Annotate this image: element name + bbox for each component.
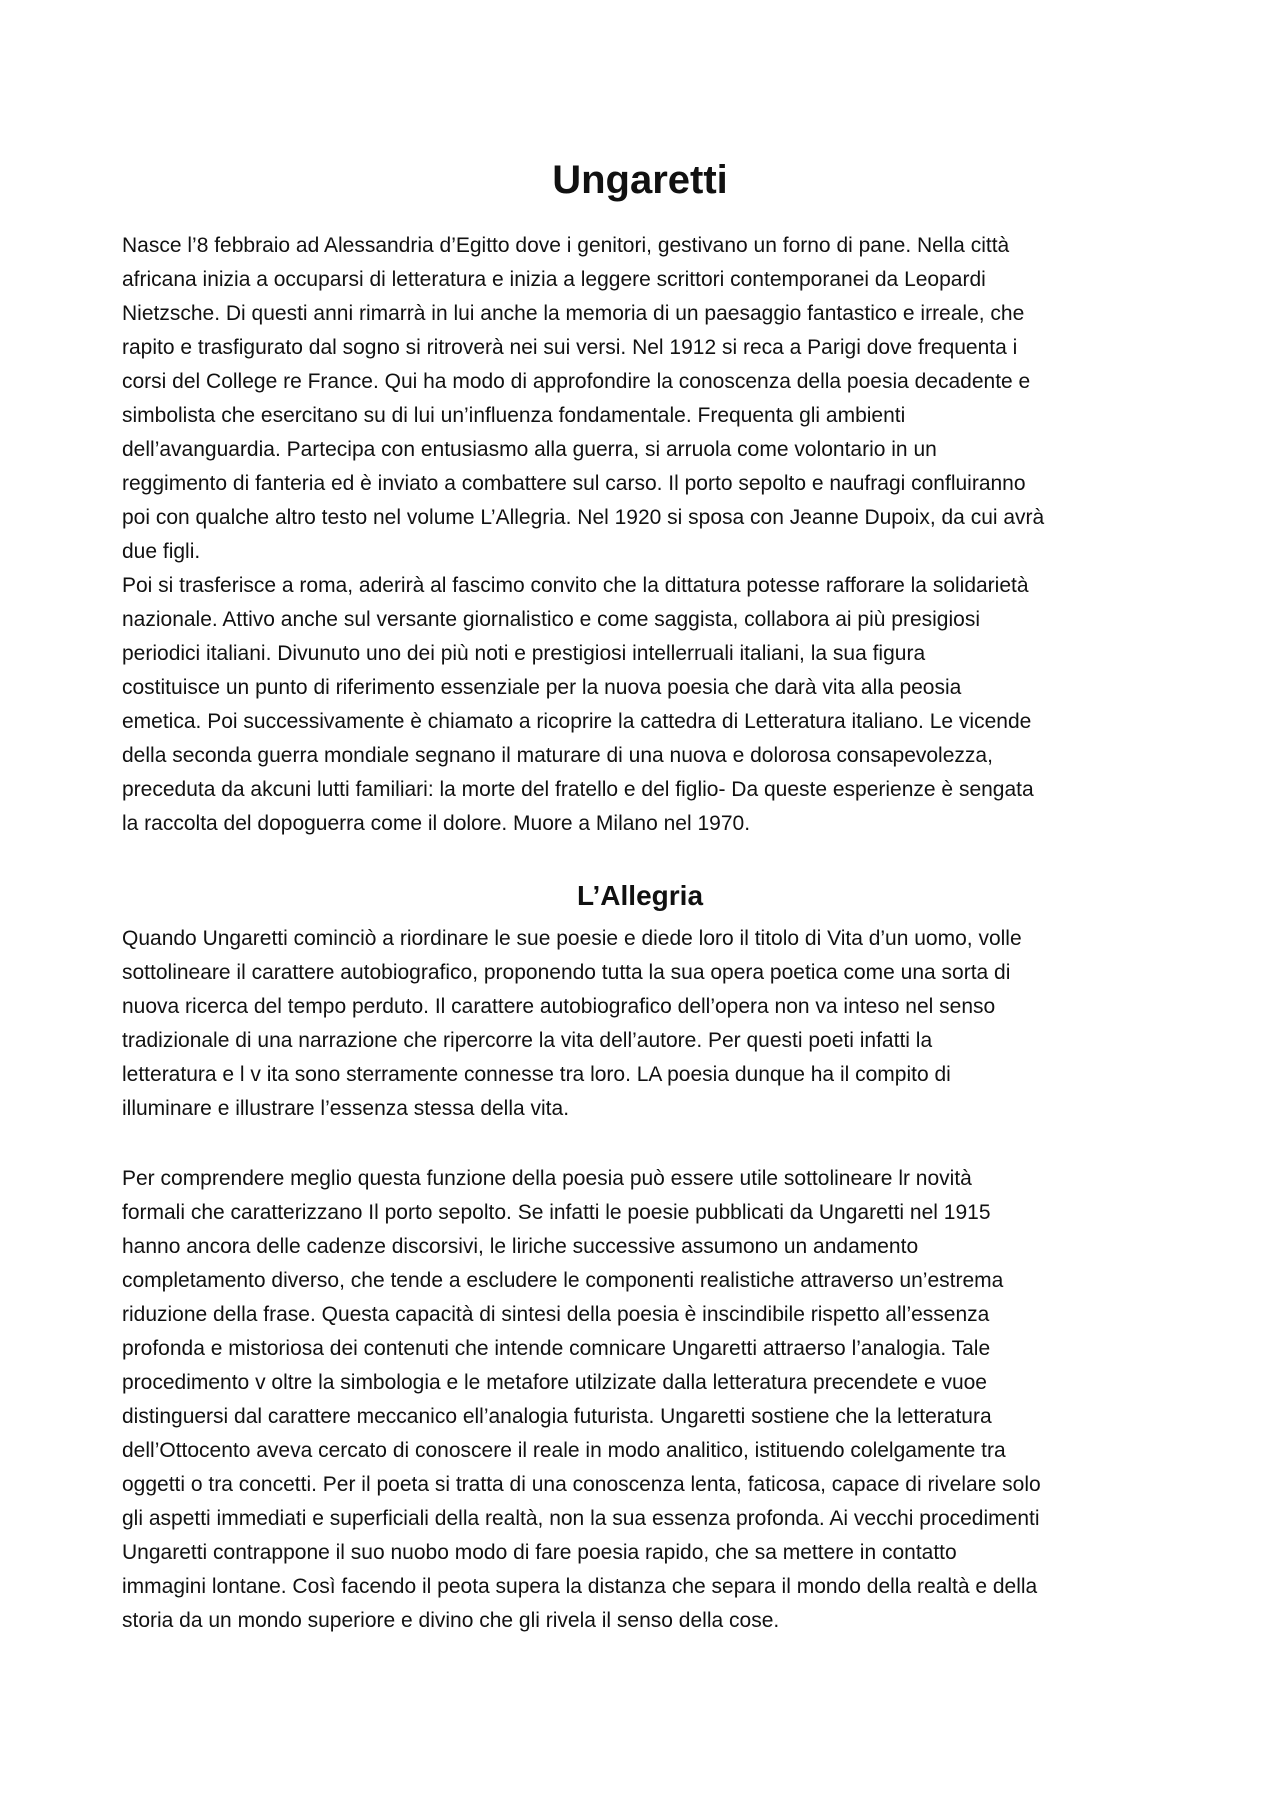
text-line: distinguersi dal carattere meccanico ell’analogia futurista. Ungaretti sostiene che la letteratura: [122, 1405, 992, 1428]
text-line: dell’avanguardia. Partecipa con entusiasmo alla guerra, si arruola come volontario in un: [122, 438, 937, 461]
page-title: Ungaretti: [552, 158, 728, 202]
text-line: Quando Ungaretti cominciò a riordinare le sue poesie e diede loro il titolo di Vita d’un uomo, volle: [122, 927, 1022, 950]
text-line: illuminare e illustrare l’essenza stessa della vita.: [122, 1097, 570, 1120]
text-line: periodici italiani. Divunuto uno dei più noti e prestigiosi intellerruali italiani, la sua figura: [122, 642, 926, 665]
text-line: hanno ancora delle cadenze discorsivi, le liriche successive assumono un andamento: [122, 1235, 919, 1258]
text-line: emetica. Poi successivamente è chiamato a ricoprire la cattedra di Letteratura italiano. Le vicende: [122, 710, 1032, 733]
text-line: procedimento v oltre la simbologia e le metafore utilzizate dalla letteratura precendete e vuoe: [122, 1371, 987, 1394]
text-line: letteratura e l v ita sono sterramente connesse tra loro. LA poesia dunque ha il compito di: [122, 1063, 951, 1086]
text-line: costituisce un punto di riferimento essenziale per la nuova poesia che darà vita alla peosia: [122, 676, 962, 699]
text-line: sottolineare il carattere autobiografico, proponendo tutta la sua opera poetica come una sorta di: [122, 961, 1011, 984]
text-line: reggimento di fanteria ed è inviato a combattere sul carso. Il porto sepolto e naufragi confluiranno: [122, 472, 1026, 495]
text-line: gli aspetti immediati e superficiali della realtà, non la sua essenza profonda. Ai vecchi procedimenti: [122, 1507, 1040, 1530]
text-line: preceduta da akcuni lutti familiari: la morte del fratello e del figlio- Da queste esperienze è sengata: [122, 778, 1034, 801]
text-line: Nasce l’8 febbraio ad Alessandria d’Egitto dove i genitori, gestivano un forno di pane. Nella città: [122, 234, 1010, 257]
text-line: formali che caratterizzano Il porto sepolto. Se infatti le poesie pubblicati da Ungaretti nel 1915: [122, 1201, 991, 1224]
text-line: la raccolta del dopoguerra come il dolore. Muore a Milano nel 1970.: [122, 812, 751, 835]
section-biography: [122, 229, 1162, 841]
text-line: nazionale. Attivo anche sul versante giornalistico e come saggista, collabora ai più presigiosi: [122, 608, 980, 631]
text-line: storia da un mondo superiore e divino che gli rivela il senso della cose.: [122, 1609, 780, 1632]
text-line: Per comprendere meglio questa funzione della poesia può essere utile sottolineare lr novità: [122, 1167, 972, 1190]
text-line: corsi del College re France. Qui ha modo di approfondire la conoscenza della poesia decadente e: [122, 370, 1031, 393]
text-line: rapito e trasfigurato dal sogno si ritroverà nei sui versi. Nel 1912 si reca a Parigi dove frequenta i: [122, 336, 1018, 359]
text-line: due figli.: [122, 540, 201, 563]
text-line: riduzione della frase. Questa capacità di sintesi della poesia è inscindibile rispetto all’essenza: [122, 1303, 990, 1326]
text-line: oggetti o tra concetti. Per il poeta si tratta di una conoscenza lenta, faticosa, capace di rivelare solo: [122, 1473, 1041, 1496]
text-line: Ungaretti contrappone il suo nuobo modo di fare poesia rapido, che sa mettere in contatto: [122, 1541, 957, 1564]
text-line: nuova ricerca del tempo perduto. Il carattere autobiografico dell’opera non va inteso nel senso: [122, 995, 996, 1018]
text-line: tradizionale di una narrazione che ripercorre la vita dell’autore. Per questi poeti infatti la: [122, 1029, 933, 1052]
text-line: poi con qualche altro testo nel volume L’Allegria. Nel 1920 si sposa con Jeanne Dupoix, da cui avrà: [122, 506, 1045, 529]
section-allegria-analysis: [122, 1162, 1162, 1638]
text-line: africana inizia a occuparsi di letteratura e inizia a leggere scrittori contemporanei da Leopardi: [122, 268, 986, 291]
text-line: Nietzsche. Di questi anni rimarrà in lui anche la memoria di un paesaggio fantastico e irreale, che: [122, 302, 1025, 325]
text-line: dell’Ottocento aveva cercato di conoscere il reale in modo analitico, istituendo colelgamente tra: [122, 1439, 1006, 1462]
text-line: della seconda guerra mondiale segnano il maturare di una nuova e dolorosa consapevolezza,: [122, 744, 993, 767]
text-line: immagini lontane. Così facendo il peota supera la distanza che separa il mondo della realtà e della: [122, 1575, 1038, 1598]
text-line: Poi si trasferisce a roma, aderirà al fascimo convito che la dittatura potesse rafforare la solidarietà: [122, 574, 1029, 597]
section-allegria-intro: [122, 922, 1162, 1126]
text-line: simbolista che esercitano su di lui un’influenza fondamentale. Frequenta gli ambienti: [122, 404, 906, 427]
text-line: completamento diverso, che tende a escludere le componenti realistiche attraverso un’estrema: [122, 1269, 1004, 1292]
section-heading: L’Allegria: [576, 880, 704, 911]
text-line: profonda e mistoriosa dei contenuti che intende comnicare Ungaretti attraerso l’analogia. Tale: [122, 1337, 991, 1360]
